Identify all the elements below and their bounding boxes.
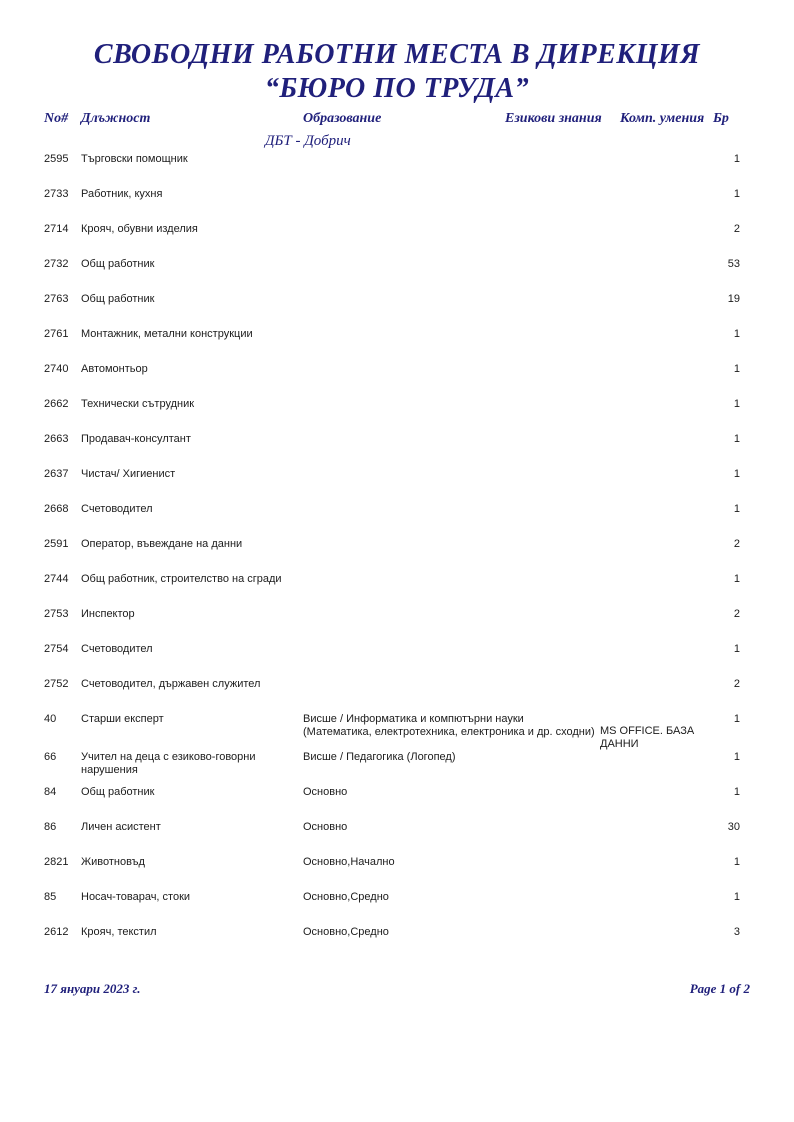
computer-skills-cell xyxy=(600,258,712,270)
position-cell: Счетоводител xyxy=(81,503,153,515)
education-cell: Основно xyxy=(303,786,348,798)
count-cell: 1 xyxy=(733,153,740,165)
vacancy-id-cell: 2754 xyxy=(44,643,69,655)
count-cell: 2 xyxy=(733,223,740,235)
count-cell: 1 xyxy=(733,188,740,200)
vacancy-id-cell: 2662 xyxy=(44,398,69,410)
position-cell: Общ работник xyxy=(81,786,155,798)
position-cell: Животновъд xyxy=(81,856,145,868)
count-cell: 1 xyxy=(733,398,740,410)
computer-skills-cell xyxy=(600,468,712,480)
table-row xyxy=(0,293,794,328)
table-row xyxy=(0,891,794,926)
computer-skills-cell xyxy=(600,398,712,410)
table-row xyxy=(0,398,794,433)
vacancy-id-cell: 2821 xyxy=(44,856,69,868)
column-header-position: Длъжност xyxy=(81,111,151,126)
footer-date: 17 януари 2023 г. xyxy=(44,981,141,996)
computer-skills-cell xyxy=(600,821,712,833)
count-cell: 1 xyxy=(733,643,740,655)
computer-skills-cell xyxy=(600,223,712,235)
count-cell: 1 xyxy=(733,751,740,763)
computer-skills-cell xyxy=(600,678,712,690)
table-row xyxy=(0,538,794,573)
count-cell: 1 xyxy=(733,786,740,798)
table-row xyxy=(0,643,794,678)
position-cell: Общ работник, строителство на сгради xyxy=(81,573,282,585)
position-cell: Търговски помощник xyxy=(81,153,188,165)
education-cell: Основно xyxy=(303,821,348,833)
table-row xyxy=(0,608,794,643)
count-cell: 1 xyxy=(733,328,740,340)
table-row xyxy=(0,713,794,751)
computer-skills-cell xyxy=(600,363,712,375)
table-row xyxy=(0,678,794,713)
position-cell: Личен асистент xyxy=(81,821,161,833)
table-row xyxy=(0,821,794,856)
footer-page-number: Page 1 of 2 xyxy=(689,981,750,996)
table-body xyxy=(0,153,794,961)
section-header-dbt-dobrich: ДБТ - Добрич xyxy=(265,133,351,149)
computer-skills-cell xyxy=(600,926,712,938)
position-cell: Инспектор xyxy=(81,608,135,620)
education-cell: Основно,Средно xyxy=(303,891,389,903)
vacancy-id-cell: 2740 xyxy=(44,363,69,375)
count-cell: 3 xyxy=(733,926,740,938)
position-cell: Монтажник, метални конструкции xyxy=(81,328,253,340)
position-cell: Учител на деца с езиково-говорни нарушения xyxy=(81,751,256,776)
education-cell: Основно,Начално xyxy=(303,856,395,868)
computer-skills-cell xyxy=(600,573,712,585)
table-header-row xyxy=(0,111,794,129)
computer-skills-cell xyxy=(600,293,712,305)
position-cell: Старши експерт xyxy=(81,713,164,725)
education-cell: Висше / Информатика и компютърни науки (Математика, електротехника, електроника и др. сходни) xyxy=(303,713,595,738)
page-title-line2: “БЮРО ПО ТРУДА” xyxy=(264,73,530,104)
computer-skills-cell xyxy=(600,503,712,515)
count-cell: 2 xyxy=(733,538,740,550)
table-row xyxy=(0,223,794,258)
count-cell: 1 xyxy=(733,891,740,903)
computer-skills-cell xyxy=(600,433,712,445)
column-header-count: Бр xyxy=(713,111,729,126)
vacancy-id-cell: 2591 xyxy=(44,538,69,550)
education-cell: Основно,Средно xyxy=(303,926,389,938)
column-header-languages: Езикови знания xyxy=(505,111,602,126)
vacancy-id-cell: 2668 xyxy=(44,503,69,515)
page-title xyxy=(0,38,794,106)
table-row xyxy=(0,433,794,468)
table-row xyxy=(0,258,794,293)
position-cell: Крояч, текстил xyxy=(81,926,157,938)
vacancy-id-cell: 86 xyxy=(44,821,57,833)
count-cell: 1 xyxy=(733,856,740,868)
column-header-education: Образование xyxy=(303,111,382,126)
vacancy-id-cell: 2753 xyxy=(44,608,69,620)
table-row xyxy=(0,856,794,891)
vacancy-id-cell: 2714 xyxy=(44,223,69,235)
position-cell: Крояч, обувни изделия xyxy=(81,223,198,235)
vacancy-id-cell: 2752 xyxy=(44,678,69,690)
table-row xyxy=(0,328,794,363)
count-cell: 19 xyxy=(727,293,740,305)
position-cell: Счетоводител, държавен служител xyxy=(81,678,261,690)
count-cell: 1 xyxy=(733,433,740,445)
position-cell: Общ работник xyxy=(81,293,155,305)
position-cell: Общ работник xyxy=(81,258,155,270)
page-footer xyxy=(44,981,750,997)
vacancy-id-cell: 40 xyxy=(44,713,57,725)
count-cell: 1 xyxy=(733,468,740,480)
table-row xyxy=(0,363,794,398)
column-header-no: No# xyxy=(44,111,69,126)
table-row xyxy=(0,503,794,538)
count-cell: 53 xyxy=(727,258,740,270)
education-cell: Висше / Педагогика (Логопед) xyxy=(303,751,456,763)
computer-skills-cell xyxy=(600,153,712,165)
table-row xyxy=(0,751,794,786)
count-cell: 1 xyxy=(733,363,740,375)
computer-skills-cell xyxy=(600,751,712,763)
table-row xyxy=(0,786,794,821)
vacancy-id-cell: 2733 xyxy=(44,188,69,200)
position-cell: Счетоводител xyxy=(81,643,153,655)
computer-skills-cell xyxy=(600,856,712,868)
table-row xyxy=(0,573,794,608)
vacancy-id-cell: 2612 xyxy=(44,926,69,938)
count-cell: 30 xyxy=(727,821,740,833)
position-cell: Продавач-консултант xyxy=(81,433,191,445)
count-cell: 1 xyxy=(733,573,740,585)
computer-skills-cell xyxy=(600,188,712,200)
count-cell: 2 xyxy=(733,608,740,620)
position-cell: Оператор, въвеждане на данни xyxy=(81,538,243,550)
vacancy-id-cell: 85 xyxy=(44,891,57,903)
position-cell: Носач-товарач, стоки xyxy=(81,891,191,903)
vacancy-id-cell: 2663 xyxy=(44,433,69,445)
vacancy-id-cell: 2595 xyxy=(44,153,69,165)
computer-skills-cell xyxy=(600,538,712,550)
count-cell: 1 xyxy=(733,713,740,725)
count-cell: 1 xyxy=(733,503,740,515)
vacancy-id-cell: 2732 xyxy=(44,258,69,270)
computer-skills-cell: MS OFFICE. БАЗА ДАННИ xyxy=(600,725,695,750)
vacancy-id-cell: 2744 xyxy=(44,573,69,585)
position-cell: Чистач/ Хигиенист xyxy=(81,468,176,480)
position-cell: Автомонтьор xyxy=(81,363,148,375)
table-row xyxy=(0,153,794,188)
computer-skills-cell xyxy=(600,643,712,655)
page-title-line1: СВОБОДНИ РАБОТНИ МЕСТА В ДИРЕКЦИЯ xyxy=(93,39,701,70)
vacancy-id-cell: 2637 xyxy=(44,468,69,480)
column-header-computer: Комп. умения xyxy=(620,111,705,126)
vacancy-id-cell: 84 xyxy=(44,786,57,798)
table-row xyxy=(0,188,794,223)
count-cell: 2 xyxy=(733,678,740,690)
table-row xyxy=(0,926,794,961)
computer-skills-cell xyxy=(600,786,712,798)
vacancy-id-cell: 2763 xyxy=(44,293,69,305)
position-cell: Технически сътрудник xyxy=(81,398,195,410)
table-row xyxy=(0,468,794,503)
computer-skills-cell xyxy=(600,608,712,620)
vacancy-id-cell: 66 xyxy=(44,751,57,763)
computer-skills-cell xyxy=(600,328,712,340)
position-cell: Работник, кухня xyxy=(81,188,163,200)
computer-skills-cell xyxy=(600,891,712,903)
vacancy-id-cell: 2761 xyxy=(44,328,69,340)
